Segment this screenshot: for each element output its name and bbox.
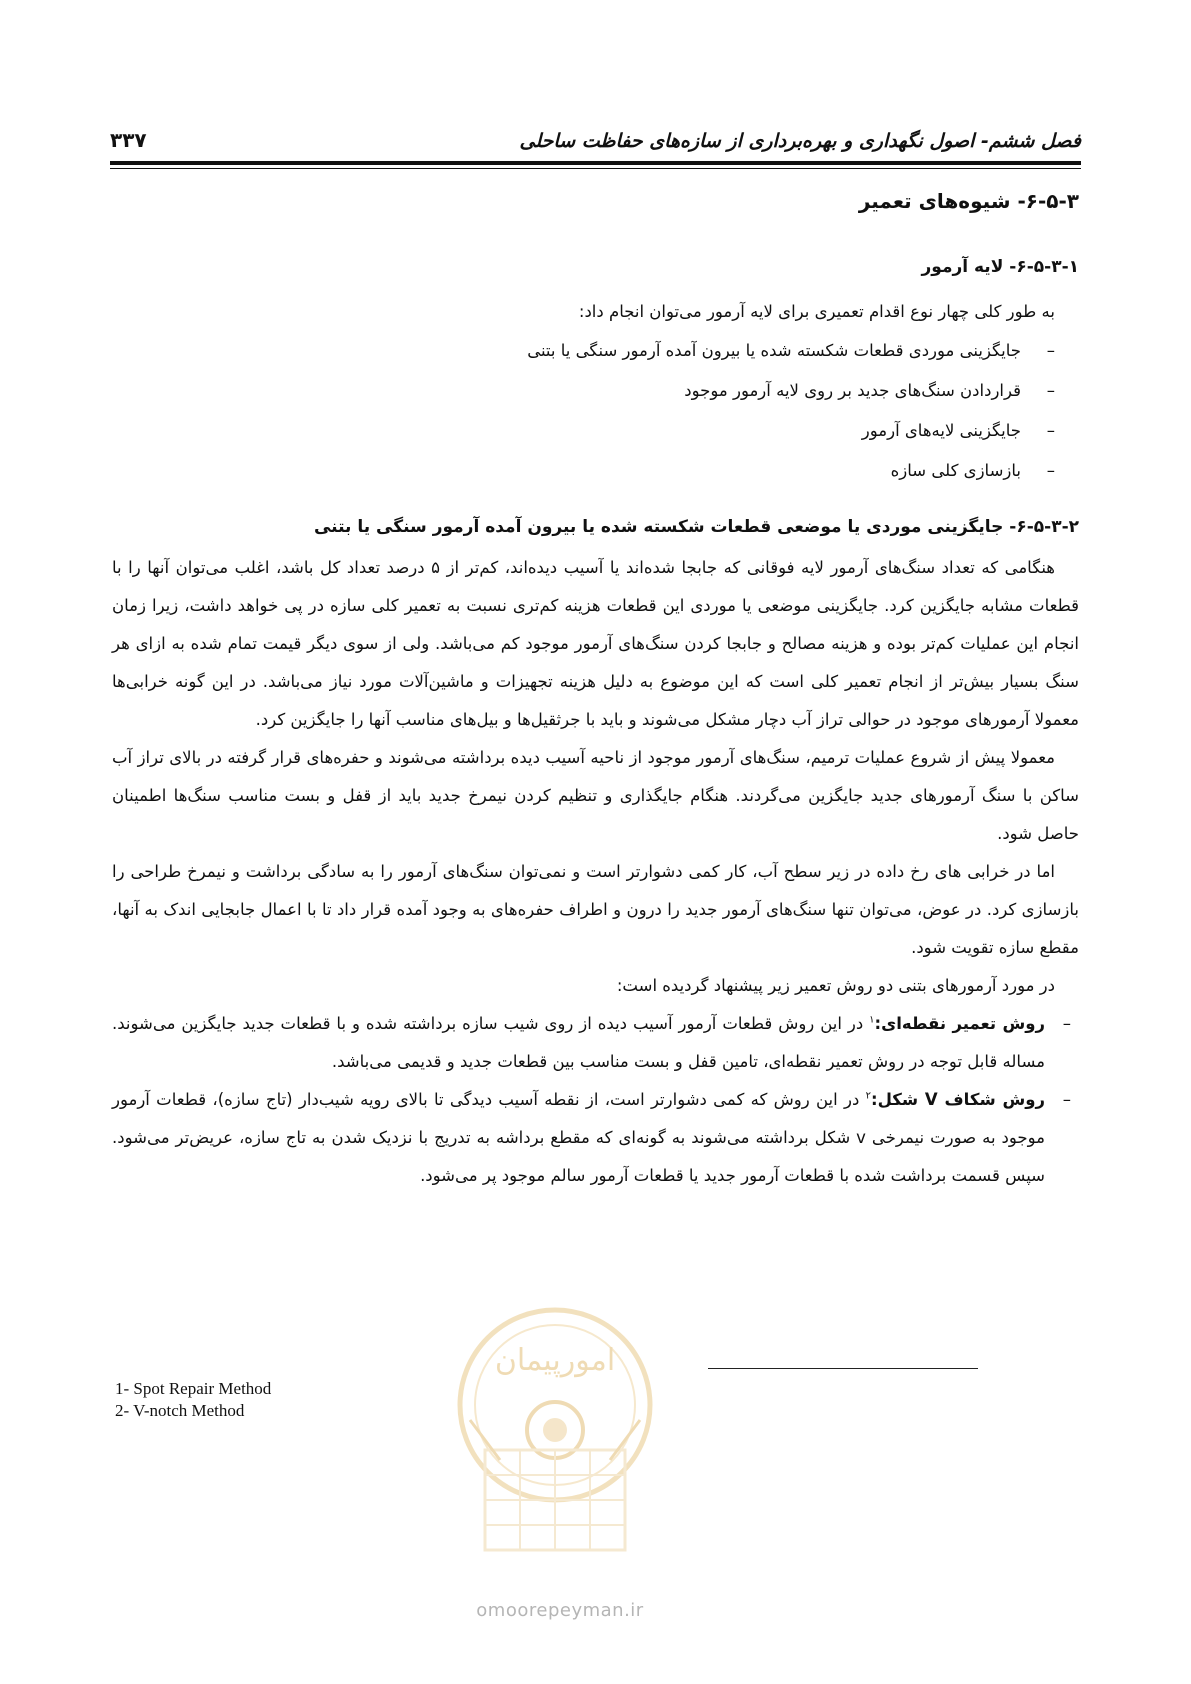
method-text: در این روش که کمی دشوارتر است، از نقطه آسیب دیدگی تا بالای رویه شیب‌دار (تاج سازه)، قطعات آرمور موجود به صورت نیمرخی v شکل برداشته می‌شوند به گونه‌ای که مقطع برداشه به تدریج با نزدیک شدن به تاج سازه، عریض‌تر می‌شود. سپس قسمت برداشت شده با قطعات آرمور جدید یا قطعات آرمور سالم موجود پر می‌شود. (112, 1090, 1045, 1185)
footnote-1: 1- Spot Repair Method (115, 1379, 272, 1398)
dash-bullet: – (1046, 421, 1055, 440)
method-title: روش شکاف V شکل: (870, 1090, 1045, 1109)
list-item: – جایگزینی لایه‌های آرمور (112, 411, 1055, 451)
dash-bullet: – (1062, 1090, 1071, 1109)
dash-bullet: – (1046, 341, 1055, 360)
subsection-heading-armor-layer: ۶-۵-۳-۱- لایه آرمور (921, 257, 1079, 277)
method-item-spot-repair (112, 1005, 1079, 1081)
dash-bullet: – (1062, 1014, 1071, 1033)
footnote-2: 2- V-notch Method (115, 1401, 245, 1420)
chapter-title: فصل ششم- اصول نگهداری و بهره‌برداری از سازه‌های حفاظت ساحلی (519, 130, 1081, 152)
method-title: روش تعمیر نقطه‌ای: (874, 1014, 1046, 1033)
method-item-v-notch (112, 1081, 1079, 1195)
list-item: – بازسازی کلی سازه (112, 451, 1055, 491)
footnote-mark: ۱ (869, 1014, 875, 1026)
list-item: – قراردادن سنگ‌های جدید بر روی لایه آرمور موجود (112, 371, 1055, 411)
running-header (110, 128, 1081, 152)
dash-bullet: – (1046, 461, 1055, 480)
watermark-logo (440, 1300, 670, 1600)
watermark-site: omoorepeyman.ir (476, 1600, 644, 1621)
intro-paragraph: به طور کلی چهار نوع اقدام تعمیری برای لایه آرمور می‌توان انجام داد: (578, 302, 1055, 321)
page-number: ۳۳۷ (110, 128, 147, 152)
header-rule (110, 161, 1081, 165)
method-text: در این روش قطعات آرمور آسیب دیده از روی شیب سازه برداشته شده و با قطعات جدید جایگزین می‌شوند. مساله قابل توجه در روش تعمیر نقطه‌ای، تامین قفل و بست مناسب بین قطعات جدید و قدیمی می‌باشد. (112, 1014, 1045, 1071)
body-paragraph: معمولا پیش از شروع عملیات ترمیم، سنگ‌های آرمور موجود از ناحیه آسیب دیده برداشته می‌شوند و حفره‌های قرار گرفته در بالای تراز آب ساکن با سنگ آرمورهای جدید جایگزین می‌گردند. هنگام جایگذاری و تنظیم کردن نیمرخ جدید باید از قفل و بست مناسب سنگ‌ها اطمینان حاصل شود. (112, 748, 1079, 843)
list-item: – جایگزینی موردی قطعات شکسته شده یا بیرون آمده آرمور سنگی یا بتنی (112, 331, 1055, 371)
dash-bullet: – (1046, 381, 1055, 400)
main-content (112, 185, 1079, 1195)
repair-actions-list (112, 331, 1079, 491)
body-paragraph: هنگامی که تعداد سنگ‌های آرمور لایه فوقانی که جابجا شده‌اند یا آسیب دیده‌اند، کم‌تر از ۵ درصد تعداد کل باشد، اغلب می‌توان آنها را با قطعات مشابه جایگزین کرد. جایگزینی موضعی یا موردی این قطعات هزینه کم‌تری نسبت به تعمیر کلی سازه در پی خواهد داشت، زیرا زمان انجام این عملیات کم‌تر بوده و هزینه مصالح و جابجا کردن سنگ‌های آرمور موجود کم می‌باشد. ولی از سوی دیگر قیمت تمام شده به ازای هر سنگ بسیار بیش‌تر از انجام تعمیر کلی است که این موضوع به دلیل هزینه تجهیزات و ماشین‌آلات مورد نیاز می‌باشد. در این گونه خرابی‌ها معمولا آرمورهای موجود در حوالی تراز آب دچار مشکل می‌شوند و باید با جرثقیل‌ها و بیل‌های مناسب آنها را جایگزین کرد. (112, 558, 1079, 729)
header-rule-thin (110, 168, 1081, 169)
section-heading: ۶-۵-۳- شیوه‌های تعمیر (858, 189, 1079, 213)
subsection-heading-replacement: ۶-۵-۳-۲- جایگزینی موردی یا موضعی قطعات شکسته شده یا بیرون آمده آرمور سنگی یا بتنی (313, 517, 1079, 537)
repair-methods-list (112, 1005, 1079, 1195)
body-paragraph: اما در خرابی های رخ داده در زیر سطح آب، کار کمی دشوارتر است و نمی‌توان سنگ‌های آرمور را به سادگی برداشت و نیمرخ طراحی را بازسازی کرد. در عوض، می‌توان تنها سنگ‌های آرمور جدید را درون و اطراف حفره‌های به وجود آمده قرار داد تا با اعمال جابجایی اندک به آنها، مقطع سازه تقویت شود. (112, 862, 1079, 957)
footnote-separator (708, 1368, 978, 1369)
footnotes (115, 1378, 271, 1422)
footnote-mark: ۲ (865, 1090, 871, 1102)
watermark-logo-text: امورپیمان (494, 1343, 616, 1378)
methods-intro: در مورد آرمورهای بتنی دو روش تعمیر زیر پیشنهاد گردیده است: (616, 976, 1055, 995)
